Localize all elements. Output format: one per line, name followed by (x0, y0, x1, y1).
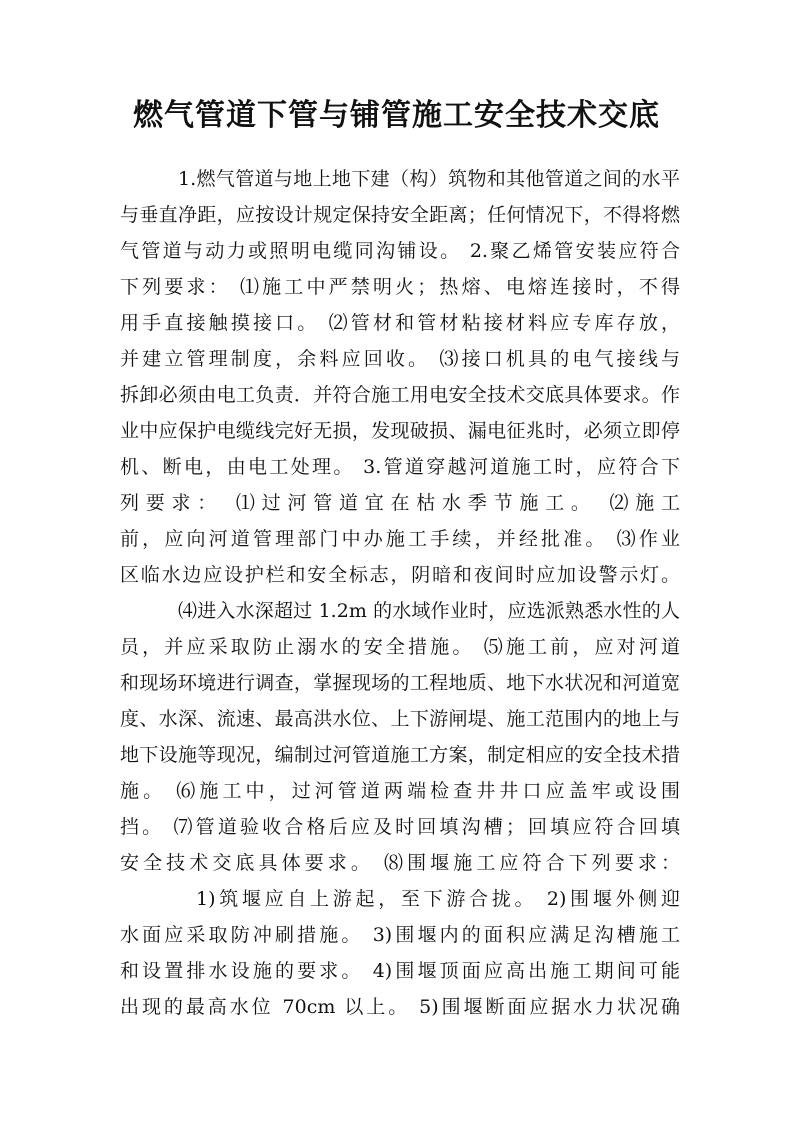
text-line: 和现场环境进行调查，掌握现场的工程地质、地下水状况和河道宽 (120, 672, 680, 694)
text-line: 区临水边应设护栏和安全标志，阴暗和夜间时应加设警示灯。 (120, 564, 680, 586)
text-line: 并建立管理制度，余料应回收。 ⑶接口机具的电气接线与 (120, 348, 680, 370)
text-line: 业中应保护电缆线完好无损，发现破损、漏电征兆时，必须立即停 (120, 420, 680, 442)
text-line: 挡。 ⑺管道验收合格后应及时回填沟槽；回填应符合回填 (120, 816, 680, 838)
text-line: 列要求： ⑴过河管道宜在枯水季节施工。 ⑵施工 (120, 492, 680, 514)
text-line: 施。 ⑹施工中，过河管道两端检查井井口应盖牢或设围 (120, 780, 680, 802)
text-line: 前，应向河道管理部门中办施工手续，并经批准。 ⑶作业 (120, 528, 680, 550)
text-line: 下列要求： ⑴施工中严禁明火；热熔、电熔连接时，不得 (120, 276, 680, 298)
text-line: ⑷进入水深超过 1.2m 的水域作业时，应选派熟悉水性的人 (178, 600, 680, 622)
text-line: 拆卸必须由电工负责．并符合施工用电安全技术交底具体要求。作 (120, 384, 680, 406)
document-title: 燃气管道下管与铺管施工安全技术交底 (133, 98, 660, 133)
text-line: 地下设施等现况，编制过河管道施工方案，制定相应的安全技术措 (120, 744, 680, 766)
text-line: 1)筑堰应自上游起，至下游合拢。 2)围堰外侧迎 (196, 888, 680, 910)
text-line: 度、水深、流速、最高洪水位、上下游闸堤、施工范围内的地上与 (120, 708, 680, 730)
text-line: 机、断电，由电工处理。 3.管道穿越河道施工时，应符合下 (120, 456, 680, 478)
text-line: 出现的最高水位 70cm 以上。 5)围堰断面应据水力状况确 (120, 996, 680, 1018)
text-line: 员，并应采取防止溺水的安全措施。 ⑸施工前，应对河道 (120, 636, 680, 658)
text-line: 气管道与动力或照明电缆同沟铺设。 2.聚乙烯管安装应符合 (120, 240, 680, 262)
text-line: 水面应采取防冲刷措施。 3)围堰内的面积应满足沟槽施工 (120, 924, 680, 946)
text-line: 与垂直净距，应按设计规定保持安全距离；任何情况下，不得将燃 (120, 204, 680, 226)
text-line: 1.燃气管道与地上地下建（构）筑物和其他管道之间的水平 (178, 168, 680, 190)
text-line: 用手直接触摸接口。 ⑵管材和管材粘接材料应专库存放， (120, 312, 680, 334)
text-line: 安全技术交底具体要求。 ⑻围堰施工应符合下列要求： (120, 852, 680, 874)
text-line: 和设置排水设施的要求。 4)围堰顶面应高出施工期间可能 (120, 960, 680, 982)
